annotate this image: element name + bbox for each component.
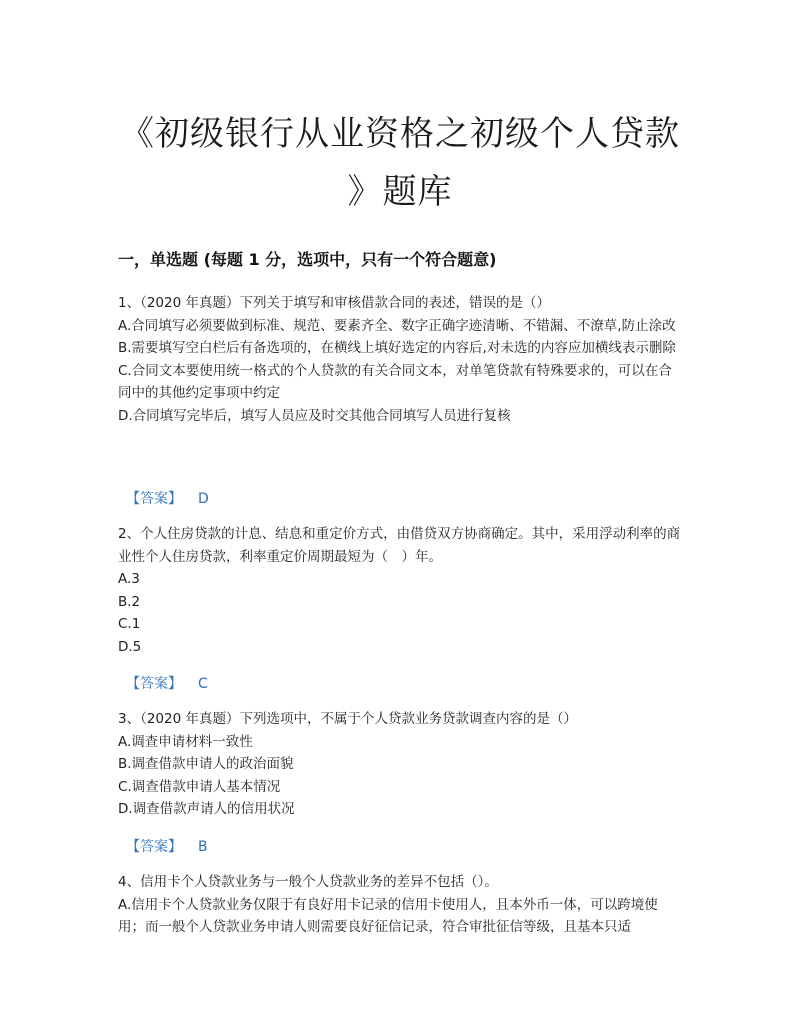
question-4 (118, 871, 684, 939)
answer-1 (126, 488, 209, 508)
section-heading: 一，单选题 (每题 1 分，选项中，只有一个符合题意) (118, 250, 497, 269)
question-2 (118, 523, 684, 658)
answer-value: C (198, 676, 208, 692)
option-a: A.信用卡个人贷款业务仅限于有良好用卡记录的信用卡使用人，且本外币一体，可以跨境使用；而一般个人贷款业务申请人则需要良好征信记录，符合审批征信等级，且基本只适 (118, 896, 658, 935)
answer-label: 【答案】 (126, 491, 182, 507)
answer-label: 【答案】 (126, 676, 182, 692)
option-d: D.5 (118, 638, 142, 655)
option-b: B.需要填写空白栏后有备选项的，在横线上填好选定的内容后,对未选的内容应加横线表示删除 (118, 340, 676, 356)
option-a: A.3 (118, 571, 140, 587)
question-stem: 2、个人住房贷款的计息、结息和重定价方式，由借贷双方协商确定。其中，采用浮动利率的商业性个人住房贷款，利率重定价周期最短为（ ）年。 (118, 526, 681, 565)
option-c: C.合同文本要使用统一格式的个人贷款的有关合同文本，对单笔贷款有特殊要求的，可以在合同中的其他约定事项中约定 (118, 362, 672, 401)
answer-2 (126, 673, 208, 693)
title-line-1: 《初级银行从业资格之初级个人贷款 (120, 114, 680, 154)
question-stem: 1、（2020 年真题）下列关于填写和审核借款合同的表述，错误的是（） (118, 295, 550, 311)
question-stem: 3、（2020 年真题）下列选项中，不属于个人贷款业务贷款调查内容的是（） (118, 711, 577, 727)
question-1 (118, 292, 684, 427)
question-3 (118, 708, 684, 821)
option-a: A.合同填写必须要做到标准、规范、要素齐全、数字正确字迹清晰、不错漏、不潦草,防止涂改 (118, 317, 676, 334)
option-d: D.合同填写完毕后，填写人员应及时交其他合同填写人员进行复核 (118, 407, 511, 424)
option-b: B.调查借款申请人的政治面貌 (118, 756, 294, 772)
answer-value: D (198, 491, 209, 507)
answer-value: B (198, 839, 208, 855)
option-c: C.调查借款申请人基本情况 (118, 778, 281, 795)
title-line-2: 》题库 (347, 172, 453, 212)
question-stem: 4、信用卡个人贷款业务与一般个人贷款业务的差异不包括（）。 (118, 874, 498, 890)
option-c: C.1 (118, 616, 141, 632)
document-title (100, 105, 700, 221)
answer-label: 【答案】 (126, 839, 182, 855)
option-a: A.调查申请材料一致性 (118, 733, 253, 750)
option-b: B.2 (118, 593, 141, 610)
option-d: D.调查借款声请人的信用状况 (118, 801, 295, 817)
answer-3 (126, 836, 208, 856)
